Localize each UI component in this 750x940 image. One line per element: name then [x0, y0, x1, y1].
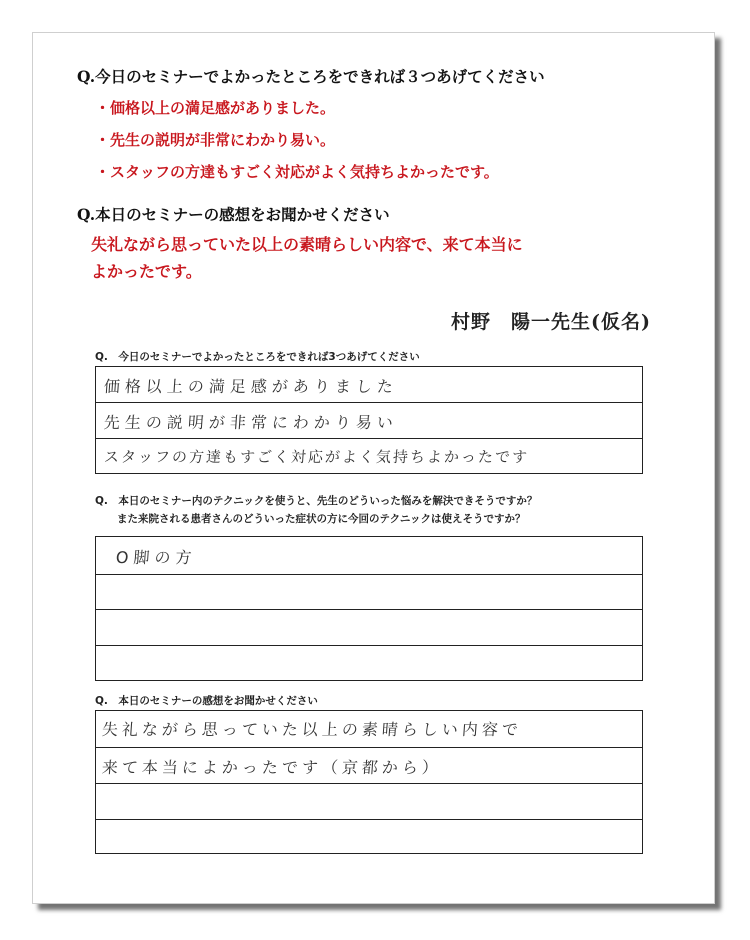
signature-name: 村野 陽一先生(仮名): [451, 311, 651, 333]
form-answer-box-2: [95, 536, 643, 681]
ruled-line: [96, 783, 642, 784]
form-question-2-line-2: また来院される患者さんのどういった症状の方に今回のテクニックは使えそうですか？: [117, 513, 526, 525]
form-answer-box-1: [95, 366, 643, 474]
answer-2: ・先生の説明が非常にわかり易い。: [95, 131, 336, 149]
testimonial-sheet: [32, 32, 715, 904]
ruled-line: [96, 402, 642, 403]
form-question-2-line-1: Q. 本日のセミナー内のテクニックを使うと、先生のどういった悩みを解決できそうですか？: [95, 495, 538, 507]
ruled-line: [96, 574, 642, 575]
handwritten-comment-2: 来て本当によかったです（京都から）: [101, 758, 443, 777]
comment-line-1: 失礼ながら思っていた以上の素晴らしい内容で、来て本当に: [91, 235, 523, 254]
form-question-1: Q. 今日のセミナーでよかったところをできれば3つあげてください: [95, 351, 420, 363]
ruled-line: [96, 438, 642, 439]
ruled-line: [96, 645, 642, 646]
handwritten-answer-1: 価格以上の満足感がありました: [103, 377, 399, 396]
handwritten-answer-2: 先生の説明が非常にわかり易い: [103, 413, 399, 432]
answer-1: ・価格以上の満足感がありました。: [95, 99, 336, 117]
handwritten-comment-1: 失礼ながら思っていた以上の素晴らしい内容で: [101, 720, 523, 739]
ruled-line: [96, 819, 642, 820]
ruled-line: [96, 747, 642, 748]
question-2-title: Q.本日のセミナーの感想をお聞かせください: [77, 205, 390, 224]
handwritten-answer-3: スタッフの方達もすごく対応がよく気持ちよかったです: [103, 448, 530, 466]
comment-line-2: よかったです。: [91, 262, 202, 281]
handwritten-answer-o-legs: O脚の方: [115, 548, 198, 567]
question-1-title: Q.今日のセミナーでよかったところをできれば３つあげてください: [77, 67, 545, 86]
form-question-3: Q. 本日のセミナーの感想をお聞かせください: [95, 695, 318, 707]
ruled-line: [96, 609, 642, 610]
answer-3: ・スタッフの方達もすごく対応がよく気持ちよかったです。: [95, 163, 499, 181]
form-answer-box-3: [95, 710, 643, 854]
